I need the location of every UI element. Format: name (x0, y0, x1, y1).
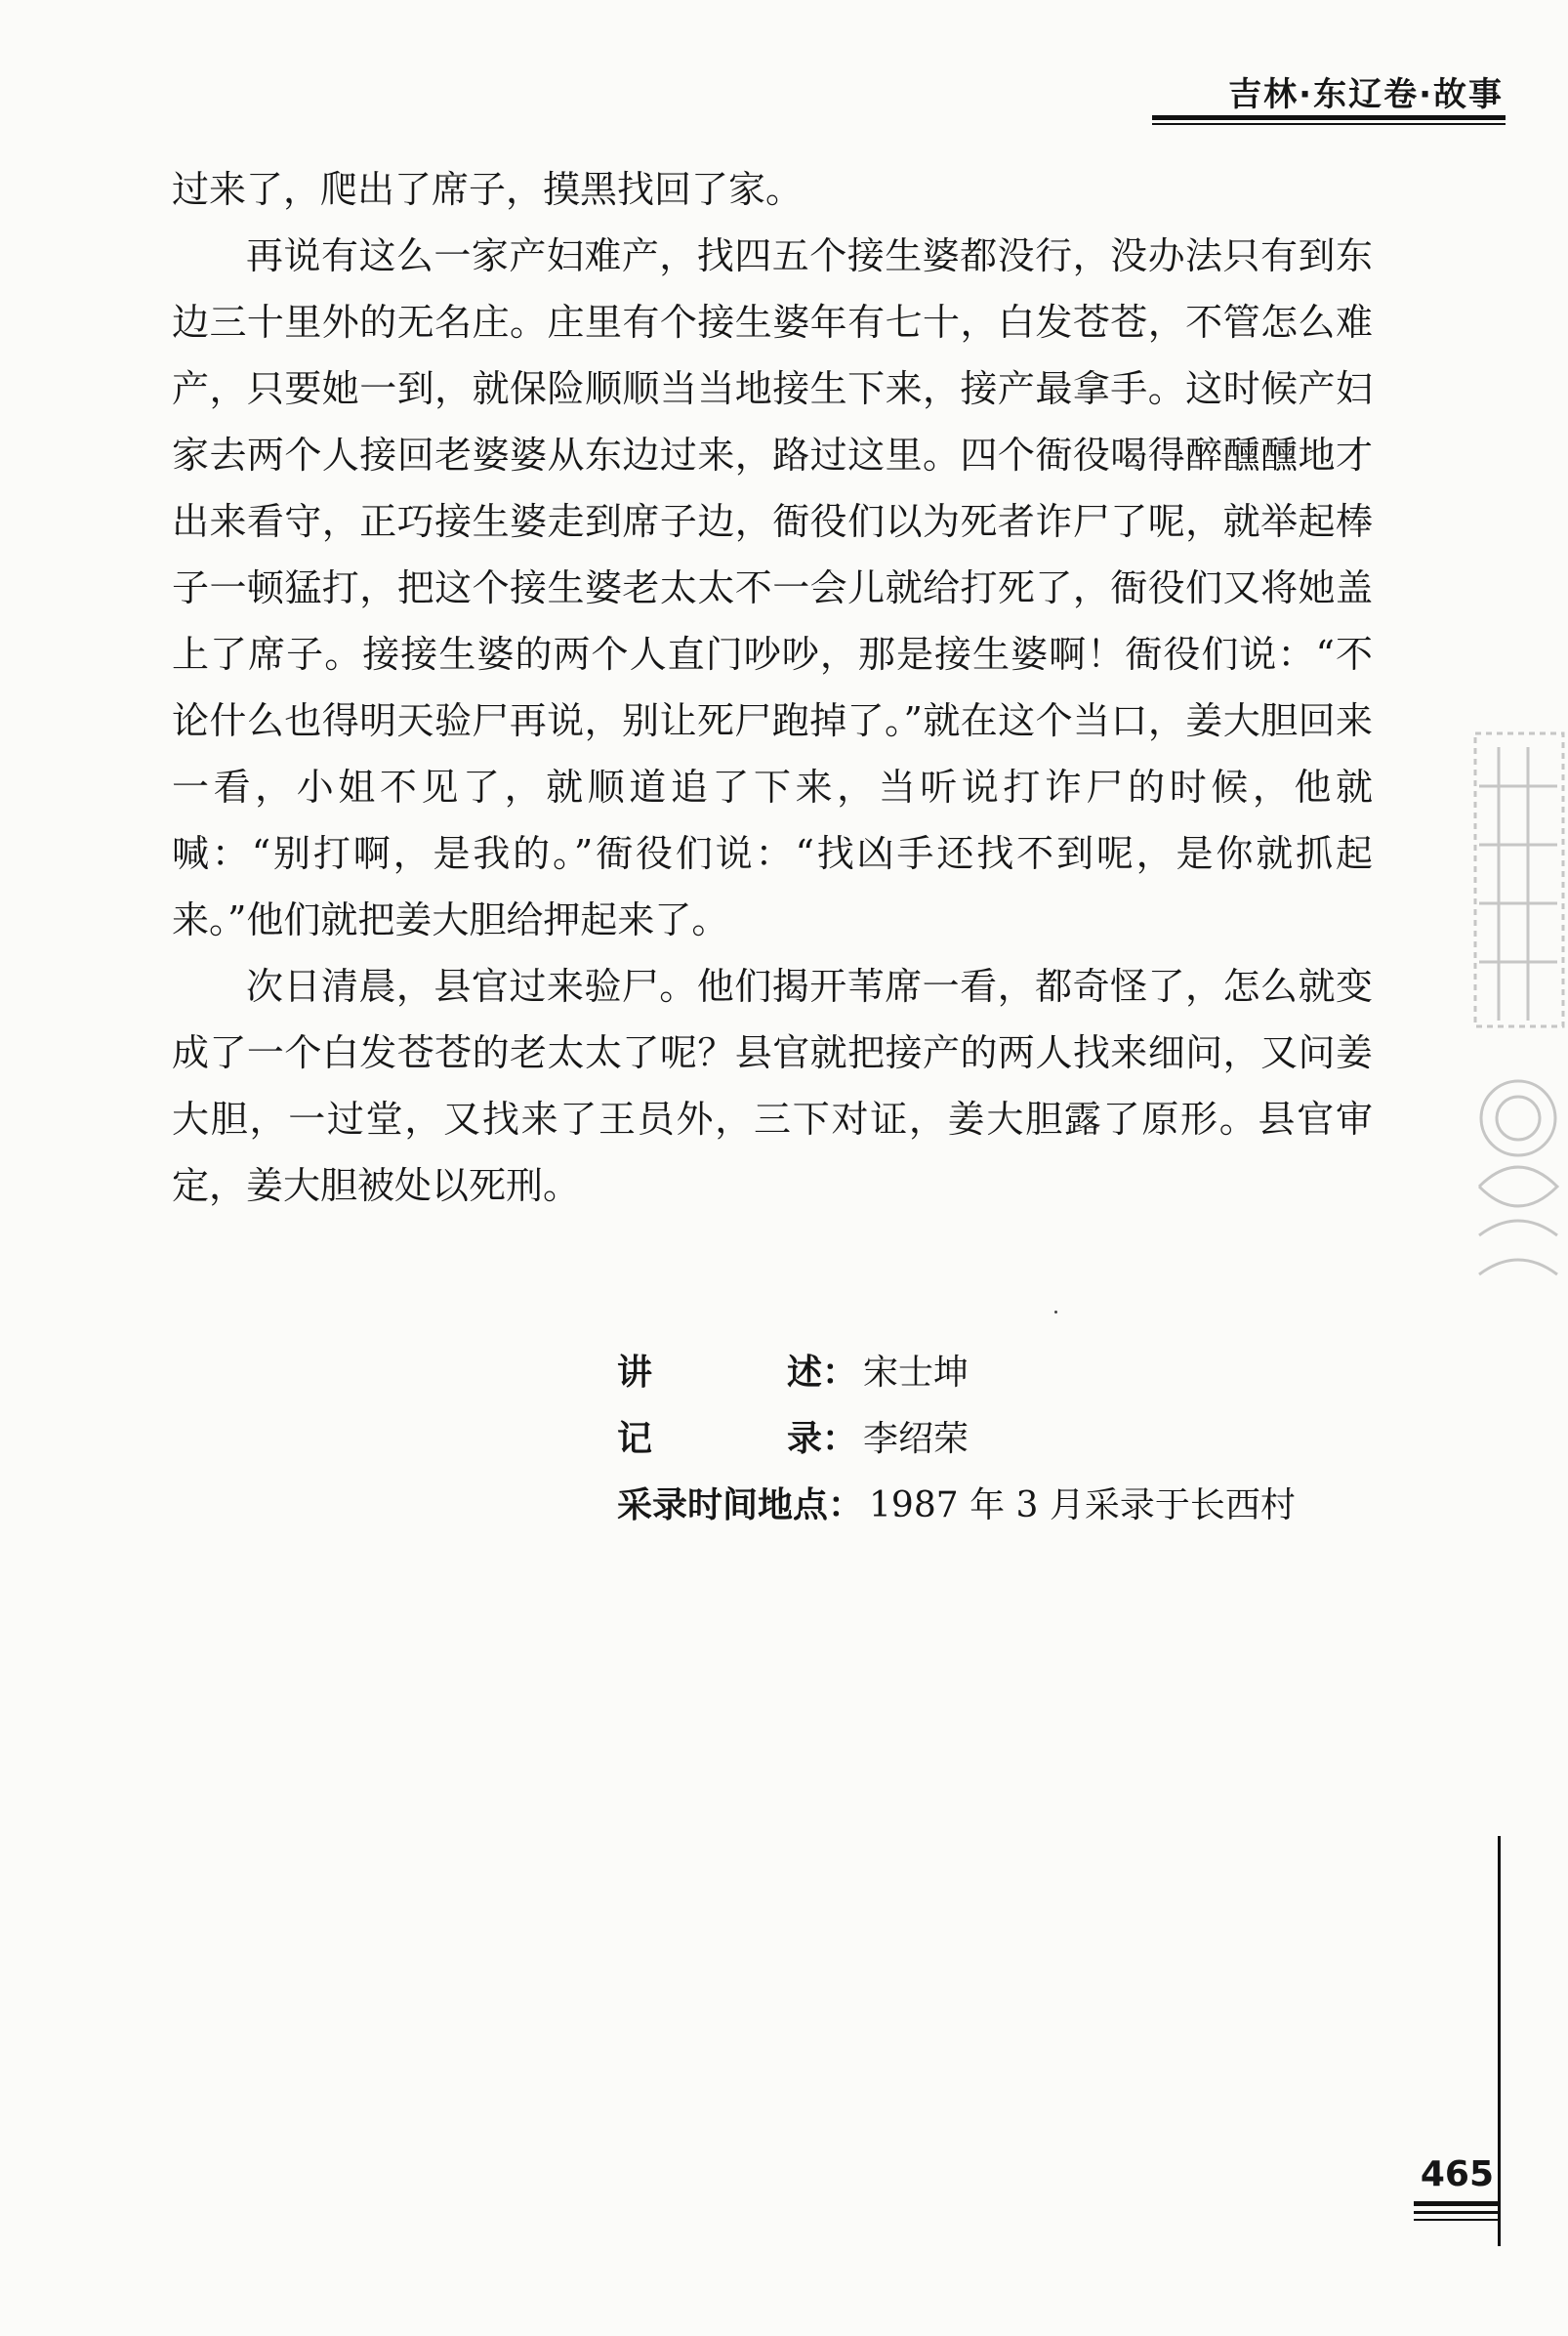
credit-narrator (617, 1340, 1388, 1406)
footer-rule-3 (1414, 2219, 1498, 2221)
colon: ： (822, 1419, 858, 1459)
narrator-name: 宋士坤 (863, 1353, 970, 1393)
footer-rule-2 (1414, 2211, 1498, 2214)
credits-block (617, 1340, 1388, 1539)
page-number: 465 (1420, 2154, 1494, 2194)
header-rule (1152, 115, 1506, 120)
credit-recorder (617, 1406, 1388, 1473)
paragraph: 次日清晨，县官过来验尸。他们揭开苇席一看，都奇怪了，怎么就变成了一个白发苍苍的老太太了呢？县官就把接产的两人找来细问，又问姜大胆，一过堂，又找来了王员外，三下对证，姜大胆露了原形。县官审定，姜大胆被处以死刑。 (172, 965, 1373, 1207)
colon: ： (828, 1485, 864, 1525)
body-text (172, 156, 1373, 1219)
colon: ： (822, 1353, 858, 1393)
side-watermark-pattern (1469, 728, 1568, 1304)
narrator-label: 讲述 (617, 1353, 822, 1393)
time-place-label: 采录时间地点 (617, 1485, 829, 1525)
credit-time-place (617, 1473, 1388, 1539)
footer-rule-1 (1414, 2201, 1498, 2206)
paragraph: 再说有这么一家产妇难产，找四五个接生婆都没行，没办法只有到东边三十里外的无名庄。庄里有个接生婆年有七十，白发苍苍，不管怎么难产，只要她一到，就保险顺顺当当地接生下来，接产最拿手。这时候产妇家去两个人接回老婆婆从东边过来，路过这里。四个衙役喝得醉醺醺地才出来看守，正巧接生婆走到席子边，衙役们以为死者诈尸了呢，就举起棒子一顿猛打，把这个接生婆老太太不一会儿就给打死了，衙役们又将她盖上了席子。接接生婆的两个人直门吵吵，那是接生婆啊！衙役们说：“不论什么也得明天验尸再说，别让死尸跑掉了。”就在这个当口，姜大胆回来一看，小姐不见了，就顺道追了下来，当听说打诈尸的时候，他就喊：“别打啊，是我的。”衙役们说：“找凶手还找不到呢，是你就抓起来。”他们就把姜大胆给押起来了。 (172, 234, 1373, 941)
paragraph-continued: 过来了，爬出了席子，摸黑找回了家。 (172, 168, 804, 211)
footer-vertical-line (1498, 1836, 1501, 2246)
time-place-value: 1987 年 3 月采录于长西村 (869, 1485, 1296, 1525)
recorder-name: 李绍荣 (863, 1419, 970, 1459)
header-rule-thin (1152, 123, 1506, 125)
recorder-label: 记录 (617, 1419, 822, 1459)
header-title: 吉林·东辽卷·故事 (1228, 75, 1504, 114)
dot-mark (1054, 1311, 1057, 1314)
